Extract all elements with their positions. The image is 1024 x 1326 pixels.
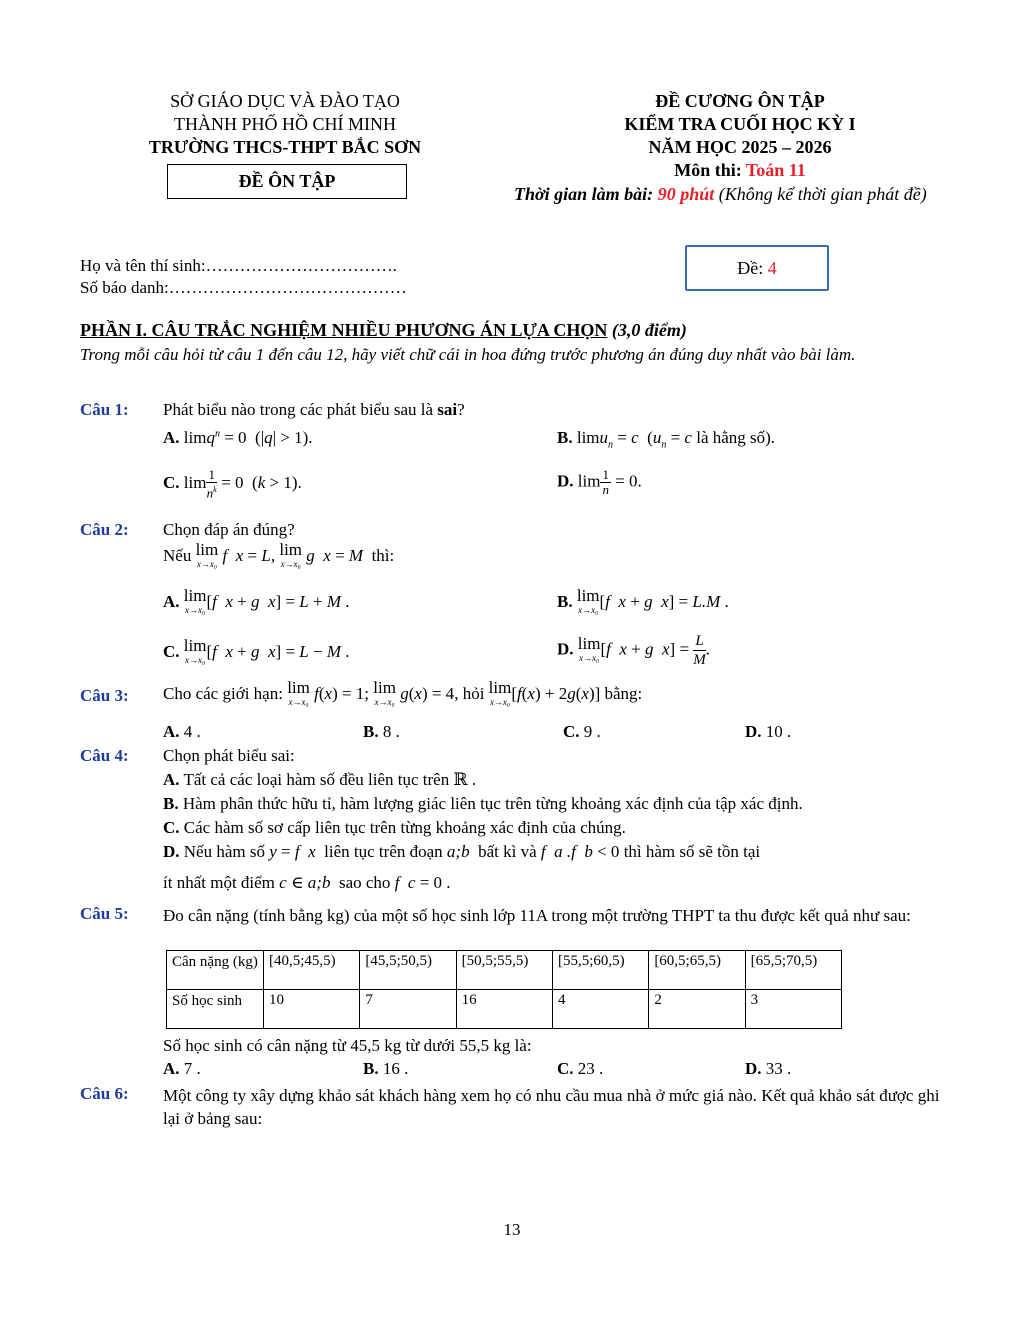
q2-option-b: B. lim x→x₀[f x + g x] = L.M . — [557, 586, 729, 615]
q1-text: Phát biểu nào trong các phát biểu sau là sai? — [163, 400, 465, 419]
q5-label: Câu 5: — [80, 904, 129, 923]
q3-option-c: C. 9 . — [563, 722, 601, 741]
time-line: Thời gian làm bài: 90 phút (Không kể thời gian phát đề) — [514, 184, 927, 204]
q2-option-a: A. lim x→x₀[f x + g x] = L + M . — [163, 586, 350, 615]
city-name: THÀNH PHỐ HỒ CHÍ MINH — [174, 114, 396, 134]
q3-option-d: D. 10 . — [745, 722, 792, 741]
q2-condition: Nếu lim x→x₀ f x = L, lim x→x₀ g x = M thì: — [163, 540, 395, 569]
q5-option-d: D. 33 . — [745, 1059, 792, 1078]
q5-ask: Số học sinh có cân nặng từ 45,5 kg từ dưới 55,5 kg là: — [163, 1036, 532, 1055]
subject-line: Môn thi: Toán 11 — [674, 160, 806, 180]
q1-option-d: D. lim $\frac{1}{n}$ = 0. — [557, 467, 642, 497]
table-header-cell: [45,5;50,5) — [360, 951, 456, 990]
section-instruction: Trong mỗi câu hỏi từ câu 1 đến câu 12, hãy viết chữ cái in hoa đứng trước phương án đúng duy nhất vào bài làm. — [80, 345, 856, 364]
subject: Toán 11 — [745, 160, 806, 180]
table-cell: 2 — [649, 990, 745, 1029]
q6-text: Một công ty xây dựng khảo sát khách hàng xem họ có nhu cầu mua nhà ở mức giá nào. Kết quả khảo sát được ghi lại ở bảng sau: — [163, 1086, 940, 1128]
q2-text: Chọn đáp án đúng? — [163, 520, 295, 539]
q1-option-c: C. lim $\frac{1}{n^k}$ = 0 (k > 1). — [163, 467, 302, 501]
table-header-cell: [55,5;60,5) — [552, 951, 648, 990]
table-cell: Số học sinh — [167, 990, 264, 1029]
q1-option-b: B. limu$_n$ = c ($u_n = c$ là hằng số). — [557, 428, 776, 451]
exam-type-box: ĐỀ ÔN TẬP — [167, 164, 407, 199]
q5-option-c: C. 23 . — [557, 1059, 604, 1078]
table-cell: 3 — [745, 990, 841, 1029]
q4-label: Câu 4: — [80, 746, 129, 765]
page-number: 13 — [503, 1220, 521, 1239]
table-header-cell: [50,5;55,5) — [456, 951, 552, 990]
table-cell: 7 — [360, 990, 456, 1029]
q5-option-a: A. 7 . — [163, 1059, 201, 1078]
q3-option-b: B. 8 . — [363, 722, 400, 741]
q2-option-c: C. lim x→x₀[f x + g x] = L − M . — [163, 636, 350, 665]
q3-label: Câu 3: — [80, 686, 129, 705]
dept-name: SỞ GIÁO DỤC VÀ ĐÀO TẠO — [170, 91, 400, 111]
q4-option-c: C. Các hàm số sơ cấp liên tục trên từng khoảng xác định của chúng. — [163, 818, 626, 837]
q3-option-a: A. 4 . — [163, 722, 201, 741]
table-header-cell: [65,5;70,5) — [745, 951, 841, 990]
school-year: NĂM HỌC 2025 – 2026 — [648, 137, 832, 157]
q4-option-d: D. Nếu hàm số y = f x liên tục trên đoạn a;b bất kì và f a .f b < 0 thì hàm số sẽ tồn tại — [163, 842, 761, 861]
q4-option-b: B. Hàm phân thức hữu tỉ, hàm lượng giác liên tục trên từng khoảng xác định của tập xác định. — [163, 794, 803, 813]
q2-option-d: D. lim x→x₀[f x + g x] = $\frac{L}{M}$ . — [557, 633, 711, 668]
q1-label: Câu 1: — [80, 400, 129, 419]
weight-table — [166, 950, 842, 1029]
table-cell: 10 — [264, 990, 360, 1029]
school-name: TRƯỜNG THCS-THPT BẮC SƠN — [148, 137, 422, 157]
q5-text: Đo cân nặng (tính bằng kg) của một số học sinh lớp 11A trong một trường THPT ta thu được kết quả như sau: — [163, 906, 911, 925]
exam-code-box: Đề: 4 — [685, 245, 829, 291]
school-header — [130, 90, 440, 159]
table-row — [167, 990, 842, 1029]
q4-text: Chọn phát biểu sai: — [163, 746, 295, 765]
candidate-id-line: Số báo danh:…………………………………… — [80, 278, 407, 297]
candidate-name-line: Họ và tên thí sinh:……………………………. — [80, 256, 397, 275]
exam-title: ĐỀ CƯƠNG ÔN TẬP — [655, 91, 825, 111]
q3-text: Cho các giới hạn: lim x→x₀ f(x) = 1; lim x→x₀ g(x) = 4, hỏi lim x→x₀[f(x) + 2g(x)] bằng: — [163, 678, 643, 707]
q1-option-a: A. limq$^n$ = 0 (|q| > 1). — [163, 428, 313, 447]
q6-label: Câu 6: — [80, 1084, 129, 1103]
table-row — [167, 951, 842, 990]
time-value: 90 phút — [657, 184, 715, 204]
exam-subtitle: KIỂM TRA CUỐI HỌC KỲ I — [624, 114, 856, 134]
table-cell: 16 — [456, 990, 552, 1029]
table-header-cell: Cân nặng (kg) — [167, 951, 264, 990]
q2-label: Câu 2: — [80, 520, 129, 539]
table-cell: 4 — [552, 990, 648, 1029]
q4-option-a: A. Tất cả các loại hàm số đều liên tục trên ℝ . — [163, 770, 477, 789]
table-header-cell: [40,5;45,5) — [264, 951, 360, 990]
table-header-cell: [60,5;65,5) — [649, 951, 745, 990]
q4-option-d-cont: ít nhất một điểm c ∈ a;b sao cho f c = 0 . — [163, 873, 451, 892]
q5-option-b: B. 16 . — [363, 1059, 409, 1078]
section-title: PHẦN I. CÂU TRẮC NGHIỆM NHIỀU PHƯƠNG ÁN LỰA CHỌN (3,0 điểm) — [80, 320, 687, 340]
exam-title-block — [560, 90, 920, 182]
